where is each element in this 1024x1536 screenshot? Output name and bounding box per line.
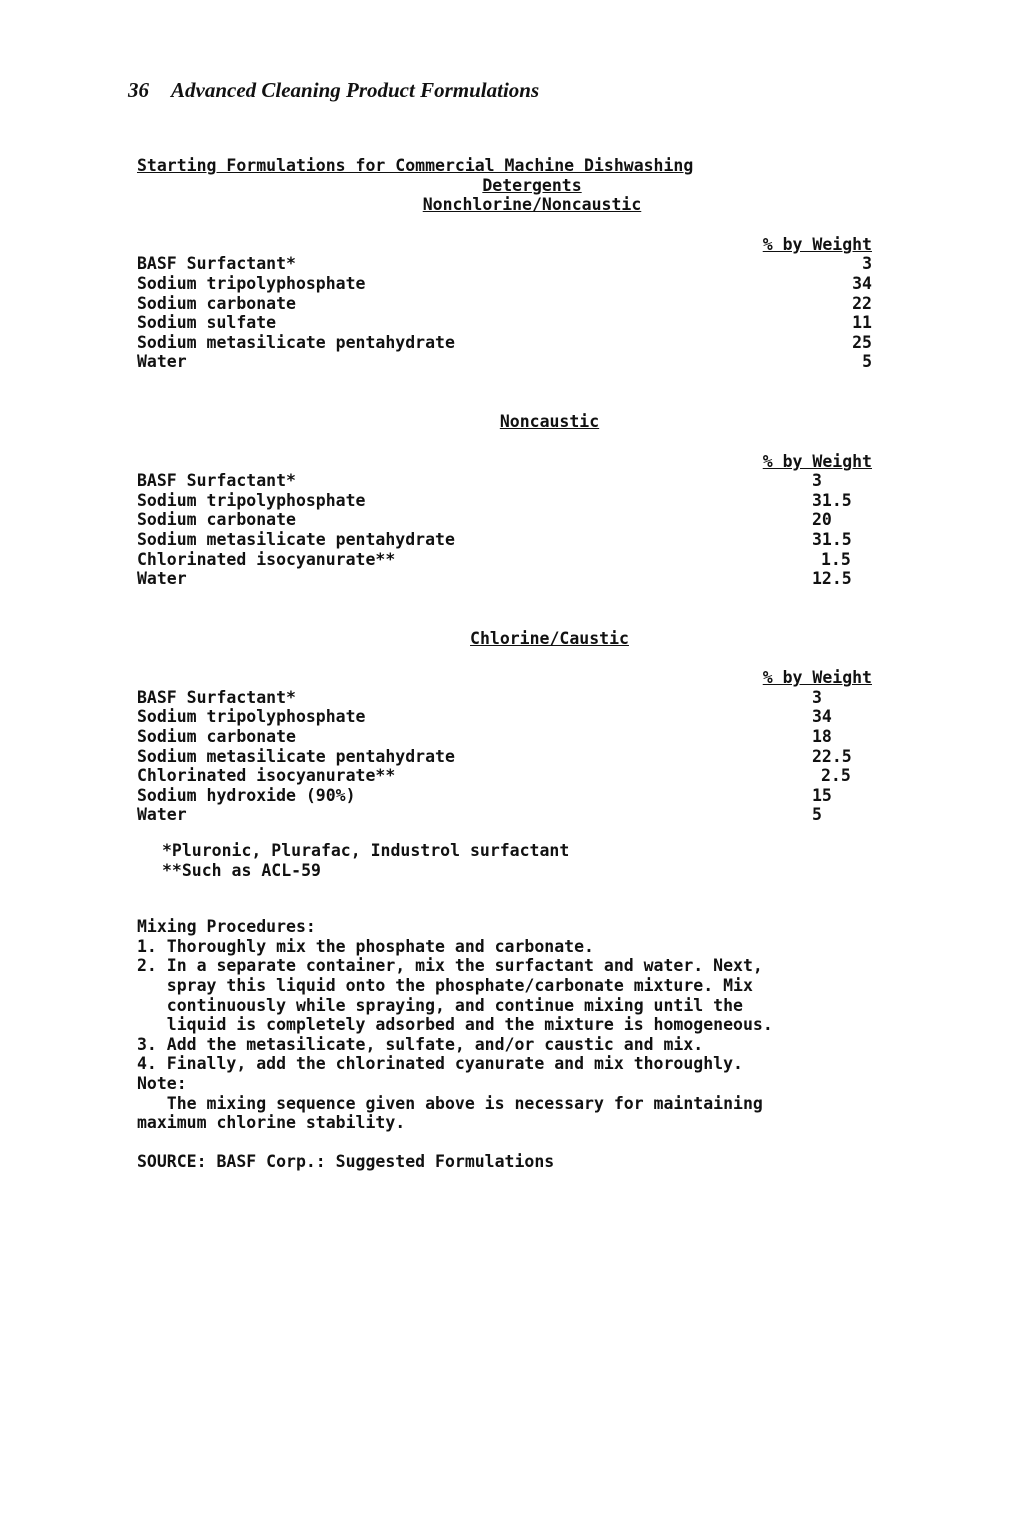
table-row [137,805,872,825]
source-line: SOURCE: BASF Corp.: Suggested Formulations [137,1151,555,1171]
ingredient-name: BASF Surfactant* [137,471,296,491]
procedure-line: 3. Add the metasilicate, sulfate, and/or caustic and mix. [137,1034,704,1054]
ingredient-value: 18 [812,727,832,747]
ingredient-name: Sodium hydroxide (90%) [137,785,356,805]
ingredient-value: 22.5 [812,746,852,766]
footnotes [162,841,872,880]
ingredient-name: Sodium carbonate [137,727,296,747]
procedure-line: 2. In a separate container, mix the surfactant and water. Next, [137,956,763,976]
footnote: *Pluronic, Plurafac, Industrol surfactant [162,841,570,861]
ingredient-value: 5 [812,805,822,825]
ingredient-name: Water [137,352,187,372]
table-row [137,786,872,806]
procedure-line: 4. Finally, add the chlorinated cyanurate and mix thoroughly. [137,1054,743,1074]
table-row [137,294,872,314]
table-row [137,727,872,747]
formulation-table-nonchlorine [137,235,872,372]
table-row [137,510,872,530]
ingredient-name: Sodium metasilicate pentahydrate [137,529,455,549]
table-row [137,491,872,511]
table-row [137,688,872,708]
ingredient-name: BASF Surfactant* [137,254,296,274]
mixing-procedures [137,917,872,1133]
table-row [137,530,872,550]
note-label: Note: [137,1073,187,1093]
ingredient-name: Water [137,805,187,825]
page-content [137,156,872,1171]
table-row [137,766,872,786]
table-row [137,471,872,491]
title-line-1: Starting Formulations for Commercial Machine Dishwashing [137,156,694,175]
ingredient-name: Chlorinated isocyanurate** [137,549,396,569]
ingredient-name: Sodium tripolyphosphate [137,707,366,727]
column-header-weight: % by Weight [762,451,872,471]
ingredient-name: Sodium carbonate [137,510,296,530]
ingredient-name: Chlorinated isocyanurate** [137,766,396,786]
column-header-weight: % by Weight [762,234,872,254]
formulation-table-noncaustic [137,452,872,589]
table-row [137,333,872,353]
ingredient-name: Sodium tripolyphosphate [137,273,366,293]
table-row [137,707,872,727]
table-row [137,254,872,274]
document-title [137,156,872,215]
formulation-table-chlorine-caustic [137,668,872,825]
ingredient-name: Sodium carbonate [137,293,296,313]
ingredient-value: 5 [862,352,872,372]
table-row [137,569,872,589]
procedure-line: continuously while spraying, and continue mixing until the [137,995,743,1015]
ingredient-value: 34 [812,707,832,727]
table-row [137,747,872,767]
procedure-line: liquid is completely adsorbed and the mixture is homogeneous. [137,1015,773,1035]
ingredient-name: Sodium sulfate [137,313,277,333]
ingredient-value: 1.5 [821,549,851,569]
note-line: The mixing sequence given above is necessary for maintaining [137,1093,763,1113]
note-line: maximum chlorine stability. [137,1113,406,1133]
book-title: Advanced Cleaning Product Formulations [171,78,540,102]
section-title-noncaustic: Noncaustic [499,411,600,431]
table-row [137,352,872,372]
ingredient-value: 12.5 [812,569,852,589]
ingredient-value: 20 [812,510,832,530]
ingredient-value: 3 [862,254,872,274]
ingredient-name: Sodium tripolyphosphate [137,490,366,510]
ingredient-name: Sodium metasilicate pentahydrate [137,746,455,766]
ingredient-value: 31.5 [812,490,852,510]
ingredient-value: 2.5 [821,766,851,786]
column-header-weight: % by Weight [762,668,872,688]
page-number: 36 [128,78,149,102]
ingredient-value: 25 [852,332,872,352]
title-line-2: Detergents [482,175,582,195]
section-title-chlorine-caustic: Chlorine/Caustic [470,628,629,648]
procedure-line: spray this liquid onto the phosphate/carbonate mixture. Mix [137,976,753,995]
ingredient-name: BASF Surfactant* [137,687,296,707]
table-row [137,313,872,333]
ingredient-value: 34 [852,273,872,293]
procedure-line: 1. Thoroughly mix the phosphate and carbonate. [137,936,594,956]
page-header [128,78,539,103]
ingredient-value: 3 [812,471,822,491]
section-title-nonchlorine: Nonchlorine/Noncaustic [422,195,642,215]
ingredient-name: Sodium metasilicate pentahydrate [137,332,455,352]
footnote: **Such as ACL-59 [162,860,321,880]
table-row [137,550,872,570]
ingredient-name: Water [137,569,187,589]
ingredient-value: 11 [852,313,872,333]
ingredient-value: 31.5 [812,529,852,549]
table-row [137,274,872,294]
ingredient-value: 22 [852,293,872,313]
ingredient-value: 15 [812,785,832,805]
mixing-heading: Mixing Procedures: [137,917,316,937]
ingredient-value: 3 [812,687,822,707]
